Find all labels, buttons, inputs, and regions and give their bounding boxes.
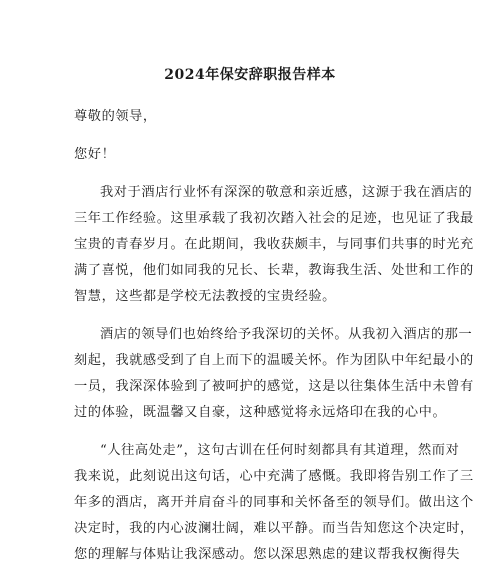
- paragraph-1-line-1: 我对于酒店行业怀有深深的敬意和亲近感，这源于我在酒店的: [100, 185, 473, 200]
- paragraph-2-line-1: 酒店的领导们也始终给予我深切的关怀。从我初入酒店的那一: [100, 327, 473, 342]
- paragraph-2-line-3: 一员，我深深体验到了被呵护的感觉，这是以往集体生活中未曾有: [74, 379, 474, 394]
- paragraph-1-line-4: 满了喜悦，他们如同我的兄长、长辈，教诲我生活、处世和工作的: [74, 263, 474, 278]
- document-title: 2024年保安辞职报告样本: [164, 67, 336, 83]
- paragraph-3-line-1: “人往高处走”，这句古训在任何时刻都具有其道理，然而对: [100, 443, 460, 458]
- greeting: 您好！: [74, 147, 116, 162]
- paragraph-1-line-5: 智慧，这些都是学校无法教授的宝贵经验。: [74, 289, 336, 304]
- salutation: 尊敬的领导，: [74, 109, 157, 124]
- paragraph-3-line-5: 您的理解与体贴让我深感动。您以深思熟虑的建议帮我权衡得失: [74, 547, 461, 562]
- paragraph-1-line-2: 三年工作经验。这里承载了我初次踏入社会的足迹，也见证了我最: [74, 211, 474, 226]
- paragraph-3-line-3: 年多的酒店，离开并肩奋斗的同事和关怀备至的领导们。做出这个: [74, 495, 474, 510]
- paragraph-3-line-4: 决定时，我的内心波澜壮阔，难以平静。而当告知您这个决定时，: [74, 521, 474, 536]
- paragraph-1-line-3: 宝贵的青春岁月。在此期间，我收获颇丰，与同事们共事的时光充: [74, 237, 474, 252]
- paragraph-2-line-2: 刻起，我就感受到了自上而下的温暖关怀。作为团队中年纪最小的: [74, 353, 474, 368]
- paragraph-3-line-2: 我来说，此刻说出这句话，心中充满了感慨。我即将告别工作了三: [74, 469, 474, 484]
- paragraph-2-line-4: 过的体验，既温馨又自豪，这种感觉将永远烙印在我的心中。: [74, 405, 447, 420]
